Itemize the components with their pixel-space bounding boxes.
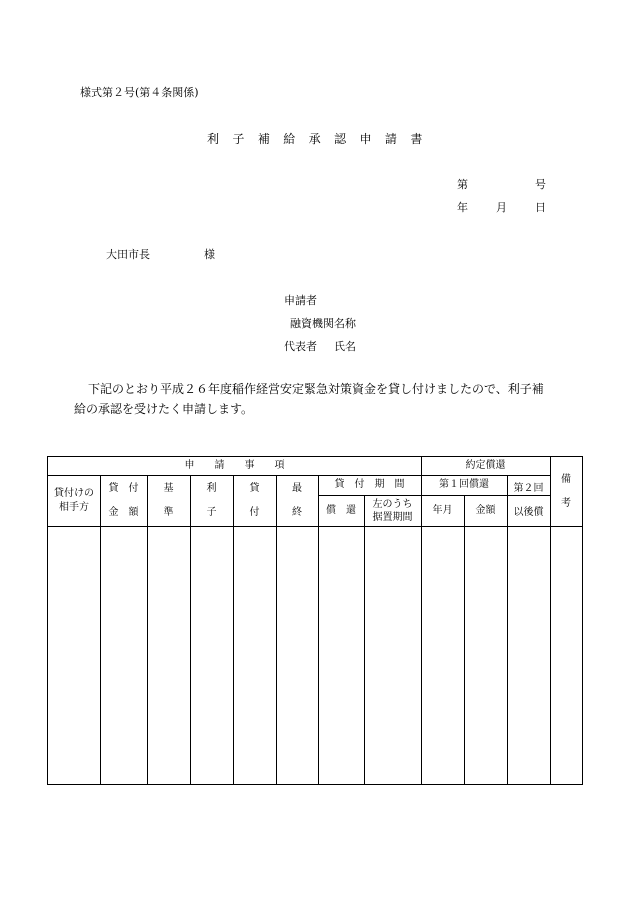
header-scheduled-repayment: 約定償還 — [465, 460, 506, 471]
header-loan-amount: 貸 付 金 額 — [108, 482, 139, 518]
table-line — [364, 495, 365, 784]
addressee-honorific: 様 — [204, 248, 215, 261]
header-first-repayment: 第１回償還 — [439, 479, 489, 490]
page-title: 利 子 補 給 承 認 申 請 書 — [207, 132, 428, 146]
representative-title: 代表者 — [284, 340, 317, 353]
form-number: 様式第２号(第４条関係) — [80, 86, 199, 99]
header-final: 最 終 — [292, 482, 302, 518]
header-basis: 基 準 — [163, 482, 174, 518]
date-day: 日 — [535, 201, 546, 214]
header-deferment: 左のうち 据置期間 — [372, 498, 413, 523]
header-year-month: 年月 — [432, 504, 453, 516]
date-year: 年 — [457, 201, 468, 214]
applicant-label: 申請者 — [284, 294, 317, 307]
header-second-onward: 第２回 以後償 — [513, 482, 544, 518]
institution-name-label: 融資機関名称 — [290, 317, 356, 330]
header-interest: 利 子 — [206, 482, 217, 518]
header-loan-period: 貸 付 期 間 — [334, 479, 405, 490]
header-amount: 金額 — [475, 504, 496, 516]
application-table — [47, 456, 583, 785]
header-borrower: 貸付けの 相手方 — [54, 487, 94, 513]
header-remarks: 備 考 — [561, 473, 571, 509]
table-line — [464, 495, 465, 784]
representative-name-label: 氏名 — [334, 340, 356, 353]
body-paragraph — [74, 379, 554, 419]
header-repayment: 償 還 — [326, 504, 356, 516]
header-application-items: 申 請 事 項 — [184, 460, 285, 471]
table-line — [48, 526, 582, 527]
body-text: 下記のとおり平成２６年度稲作経営安定緊急対策資金を貸し付けましたので、利子補給の承認を受けたく申請します。 — [74, 382, 544, 416]
header-loan: 貸 付 — [249, 482, 260, 518]
doc-number-suffix: 号 — [535, 178, 546, 191]
date-month: 月 — [496, 201, 507, 214]
doc-number-prefix: 第 — [457, 178, 468, 191]
addressee-name: 大田市長 — [106, 248, 150, 261]
